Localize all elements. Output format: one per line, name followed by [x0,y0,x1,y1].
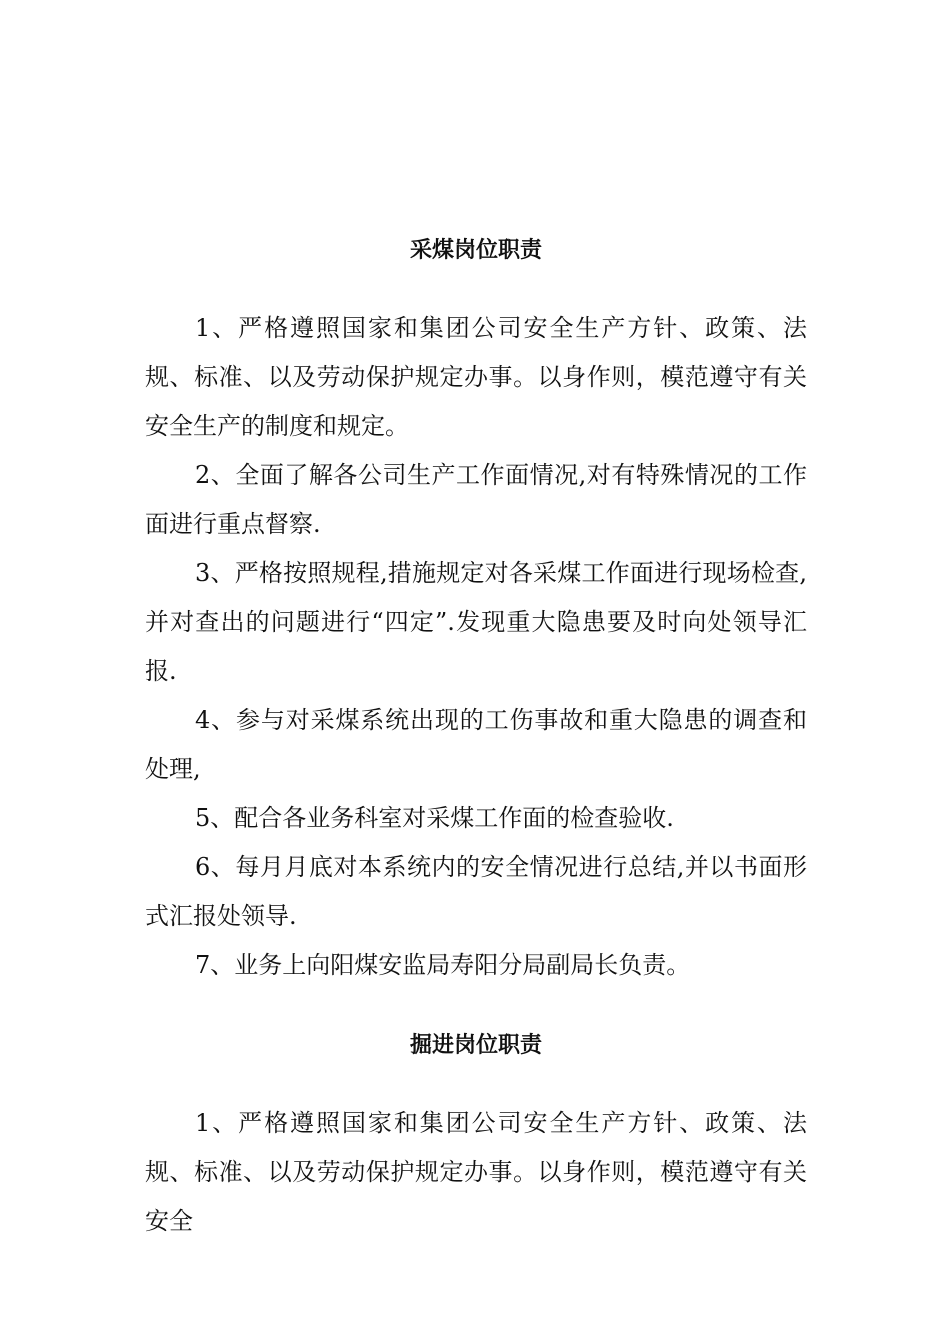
spacer [145,990,807,1023]
paragraph-5: 5、配合各业务科室对采煤工作面的检查验收. [195,804,674,832]
paragraph-3: 3、严格按照规程,措施规定对各采煤工作面进行现场检查,并对查出的问题进行“四定”.发现重大隐患要及时向处领导汇报. [145,559,807,685]
paragraph-1: 1、严格遵照国家和集团公司安全生产方针、政策、法规、标准、以及劳动保护规定办事。以身作则，模范遵守有关安全生产的制度和规定。 [145,314,807,440]
paragraph-7: 7、业务上向阳煤安监局寿阳分局副局长负责。 [195,951,691,979]
paragraph-4: 4、参与对采煤系统出现的工伤事故和重大隐患的调查和处理, [145,706,807,783]
paragraph-2: 2、全面了解各公司生产工作面情况,对有特殊情况的工作面进行重点督察. [145,461,807,538]
paragraph-1: 1、严格遵照国家和集团公司安全生产方针、政策、法规、标准、以及劳动保护规定办事。以身作则，模范遵守有关安全 [145,1109,807,1235]
document-content [145,228,807,1246]
section-title-tunneling: 掘进岗位职责 [409,1032,542,1058]
spacer [145,272,807,304]
paragraph-6: 6、每月月底对本系统内的安全情况进行总结,并以书面形式汇报处领导. [145,853,807,930]
spacer [145,1067,807,1099]
section-title-coal-mining: 采煤岗位职责 [409,237,542,263]
